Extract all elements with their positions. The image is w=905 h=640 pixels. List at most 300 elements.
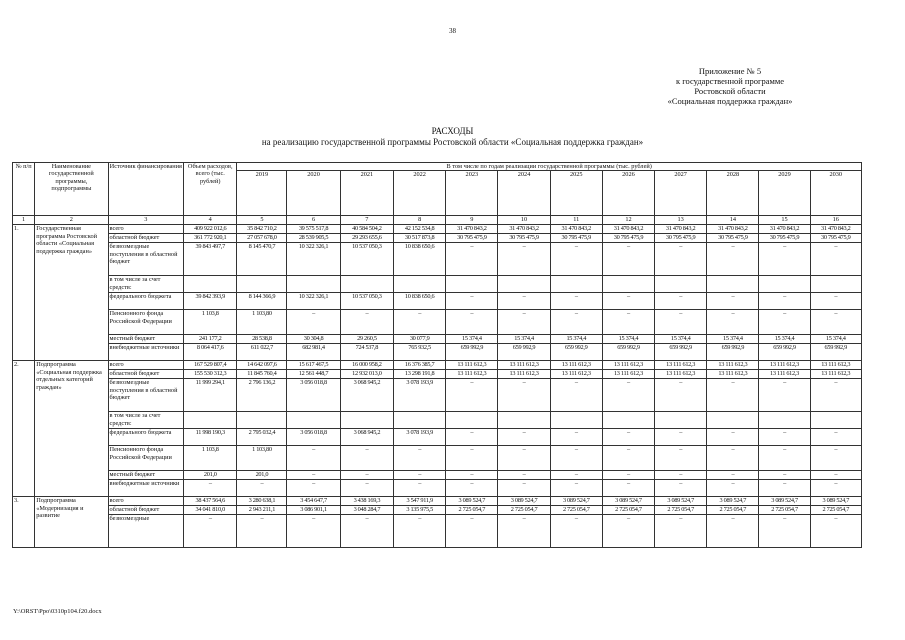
year-value-cell: – — [446, 379, 498, 412]
year-value-cell: 13 111 612,3 — [446, 370, 498, 379]
year-value-cell — [655, 276, 707, 293]
table-row — [13, 225, 862, 234]
year-value-cell: 13 111 612,3 — [655, 370, 707, 379]
year-value-cell: – — [237, 515, 287, 548]
column-number: 12 — [602, 216, 654, 225]
year-value-cell: 3 078 193,9 — [394, 429, 446, 446]
year-value-cell: 30 795 475,9 — [498, 234, 550, 243]
year-value-cell: 2 796 136,2 — [237, 379, 287, 412]
total-cell: 361 772 920,1 — [184, 234, 237, 243]
header-year: 2023 — [446, 171, 498, 216]
year-value-cell: 13 111 612,3 — [810, 361, 861, 370]
year-value-cell: 10 537 050,3 — [340, 243, 393, 276]
header-year: 2022 — [394, 171, 446, 216]
year-value-cell: – — [550, 515, 602, 548]
year-value-cell: 3 454 647,7 — [287, 497, 340, 506]
year-value-cell: – — [446, 293, 498, 310]
year-value-cell — [237, 276, 287, 293]
column-number: 5 — [237, 216, 287, 225]
year-value-cell: – — [498, 310, 550, 335]
total-cell: 1 103,8 — [184, 310, 237, 335]
year-value-cell: 765 932,5 — [394, 344, 446, 361]
year-value-cell: – — [810, 293, 861, 310]
year-value-cell: – — [498, 515, 550, 548]
total-cell: 241 177,2 — [184, 335, 237, 344]
year-value-cell — [287, 412, 340, 429]
year-value-cell: – — [550, 379, 602, 412]
section-number: 1. — [13, 225, 35, 361]
year-value-cell: – — [759, 471, 810, 480]
year-value-cell: 1 103,80 — [237, 446, 287, 471]
year-value-cell: – — [446, 446, 498, 471]
table-row — [13, 335, 862, 344]
funding-source-cell: безвозмездные — [108, 515, 184, 548]
year-value-cell: 10 322 326,1 — [287, 243, 340, 276]
year-value-cell: 13 111 612,3 — [498, 370, 550, 379]
year-value-cell: 3 068 945,2 — [340, 379, 393, 412]
document-title: РАСХОДЫ — [431, 126, 474, 136]
year-value-cell: 3 089 524,7 — [810, 497, 861, 506]
year-value-cell: – — [655, 471, 707, 480]
column-number: 4 — [184, 216, 237, 225]
year-value-cell: 13 111 612,3 — [655, 361, 707, 370]
year-value-cell: 611 022,7 — [237, 344, 287, 361]
header-row — [13, 163, 862, 171]
total-cell: 8 064 417,6 — [184, 344, 237, 361]
funding-source-cell: местный бюджет — [108, 335, 184, 344]
year-value-cell: 31 470 843,2 — [707, 225, 759, 234]
year-value-cell: 13 111 612,3 — [602, 370, 654, 379]
header-total-volume: Объем расходов, всего (тыс. рублей) — [184, 163, 237, 216]
funding-source-cell: в том числе за счет средств: — [108, 276, 184, 293]
funding-source-cell: внебюджетные источники — [108, 344, 184, 361]
year-value-cell: – — [602, 379, 654, 412]
year-value-cell: 3 086 901,1 — [287, 506, 340, 515]
year-value-cell: – — [707, 480, 759, 497]
year-value-cell: 40 584 504,2 — [340, 225, 393, 234]
year-value-cell: 1 103,80 — [237, 310, 287, 335]
year-value-cell: 30 795 475,9 — [810, 234, 861, 243]
year-value-cell: 2 725 054,7 — [550, 506, 602, 515]
year-value-cell — [446, 276, 498, 293]
year-value-cell: – — [550, 293, 602, 310]
funding-source-cell: федерального бюджета — [108, 429, 184, 446]
total-cell: 155 530 312,3 — [184, 370, 237, 379]
column-number: 1 — [13, 216, 35, 225]
year-value-cell: 3 280 638,1 — [237, 497, 287, 506]
header-num: № п/п — [13, 163, 35, 216]
year-value-cell: – — [446, 515, 498, 548]
year-value-cell — [602, 412, 654, 429]
year-value-cell — [759, 412, 810, 429]
total-cell: – — [184, 515, 237, 548]
year-value-cell: 10 838 650,6 — [394, 293, 446, 310]
year-value-cell: 13 111 612,3 — [759, 370, 810, 379]
year-value-cell: 31 470 843,2 — [446, 225, 498, 234]
year-value-cell: 2 725 054,7 — [498, 506, 550, 515]
year-value-cell: – — [759, 310, 810, 335]
year-value-cell: 659 992,9 — [707, 344, 759, 361]
table-row — [13, 429, 862, 446]
year-value-cell: 30 304,8 — [287, 335, 340, 344]
year-value-cell: – — [394, 446, 446, 471]
year-value-cell: 659 992,9 — [759, 344, 810, 361]
column-number: 6 — [287, 216, 340, 225]
year-value-cell: – — [707, 293, 759, 310]
year-value-cell: 13 298 191,8 — [394, 370, 446, 379]
year-value-cell: 13 111 612,3 — [759, 361, 810, 370]
total-cell: – — [184, 480, 237, 497]
year-value-cell: 13 111 612,3 — [446, 361, 498, 370]
year-value-cell: – — [759, 293, 810, 310]
year-value-cell: – — [287, 480, 340, 497]
table-row — [13, 515, 862, 548]
header-year: 2029 — [759, 171, 810, 216]
year-value-cell: 15 374,4 — [655, 335, 707, 344]
year-value-cell: – — [550, 446, 602, 471]
header-program-name: Наименование государственной программы, подпрограммы — [35, 163, 108, 216]
year-value-cell: – — [602, 310, 654, 335]
year-value-cell: – — [655, 446, 707, 471]
column-number: 11 — [550, 216, 602, 225]
year-value-cell: 3 089 524,7 — [759, 497, 810, 506]
year-value-cell: 201,0 — [237, 471, 287, 480]
header-year: 2019 — [237, 171, 287, 216]
table-row — [13, 497, 862, 506]
year-value-cell: – — [550, 310, 602, 335]
year-value-cell: 11 845 760,4 — [237, 370, 287, 379]
year-value-cell: – — [810, 446, 861, 471]
year-value-cell: 3 135 975,5 — [394, 506, 446, 515]
year-value-cell: 31 470 843,2 — [655, 225, 707, 234]
year-value-cell — [237, 412, 287, 429]
year-value-cell — [707, 276, 759, 293]
year-value-cell: – — [237, 480, 287, 497]
total-cell: 409 922 012,6 — [184, 225, 237, 234]
column-number: 2 — [35, 216, 108, 225]
table-row — [13, 344, 862, 361]
document-title-block — [0, 126, 905, 148]
appendix-line: «Социальная поддержка граждан» — [667, 96, 793, 106]
year-value-cell: – — [602, 293, 654, 310]
year-value-cell — [340, 276, 393, 293]
year-value-cell: 35 842 710,2 — [237, 225, 287, 234]
header-years-group: В том числе по годам реализации государственной программы (тыс. рублей) — [237, 163, 862, 171]
table-row — [13, 370, 862, 379]
section-number: 3. — [13, 497, 35, 548]
year-value-cell: – — [759, 480, 810, 497]
year-value-cell: – — [810, 429, 861, 446]
year-value-cell: – — [340, 310, 393, 335]
total-cell: 39 842 393,9 — [184, 293, 237, 310]
section-name: Подпрограмма «Модернизация и развитие — [35, 497, 108, 548]
year-value-cell: 30 795 475,9 — [446, 234, 498, 243]
total-cell — [184, 412, 237, 429]
header-numbering-row — [13, 216, 862, 225]
file-path-footer: Y:\ORST\Ppo\0310p104.f20.docx — [13, 608, 102, 615]
year-value-cell: – — [498, 379, 550, 412]
table-row — [13, 310, 862, 335]
year-value-cell: 30 795 475,9 — [550, 234, 602, 243]
funding-source-cell: внебюджетные источники — [108, 480, 184, 497]
funding-source-cell: всего — [108, 361, 184, 370]
year-value-cell: 3 078 193,9 — [394, 379, 446, 412]
table-row — [13, 446, 862, 471]
funding-source-cell: областной бюджет — [108, 370, 184, 379]
year-value-cell: – — [602, 429, 654, 446]
column-number: 7 — [340, 216, 393, 225]
year-value-cell: – — [707, 471, 759, 480]
year-value-cell: 13 111 612,3 — [602, 361, 654, 370]
year-value-cell: 3 089 524,7 — [707, 497, 759, 506]
year-value-cell: 724 537,8 — [340, 344, 393, 361]
year-value-cell: 30 795 475,9 — [707, 234, 759, 243]
table-row — [13, 412, 862, 429]
total-cell: 34 041 810,0 — [184, 506, 237, 515]
year-value-cell: – — [498, 293, 550, 310]
table-body — [13, 225, 862, 548]
year-value-cell: 12 561 448,7 — [287, 370, 340, 379]
year-value-cell: – — [655, 429, 707, 446]
funding-source-cell: федерального бюджета — [108, 293, 184, 310]
header-year: 2024 — [498, 171, 550, 216]
year-value-cell: 3 089 524,7 — [498, 497, 550, 506]
year-value-cell: 2 725 054,7 — [446, 506, 498, 515]
year-value-cell: 2 943 211,1 — [237, 506, 287, 515]
year-value-cell: – — [655, 515, 707, 548]
year-value-cell: – — [287, 515, 340, 548]
year-value-cell: – — [602, 515, 654, 548]
year-value-cell: 31 470 843,2 — [498, 225, 550, 234]
year-value-cell: 29 293 655,6 — [340, 234, 393, 243]
total-cell — [184, 276, 237, 293]
year-value-cell — [340, 412, 393, 429]
year-value-cell: – — [394, 515, 446, 548]
year-value-cell: – — [810, 243, 861, 276]
year-value-cell: – — [498, 480, 550, 497]
year-value-cell: 30 795 475,9 — [602, 234, 654, 243]
year-value-cell — [602, 276, 654, 293]
year-value-cell: 13 111 612,3 — [498, 361, 550, 370]
year-value-cell: – — [446, 429, 498, 446]
year-value-cell: 659 992,9 — [810, 344, 861, 361]
appendix-line: Ростовской области — [694, 86, 766, 96]
year-value-cell: 8 145 470,7 — [237, 243, 287, 276]
year-value-cell: 31 470 843,2 — [810, 225, 861, 234]
year-value-cell: – — [340, 515, 393, 548]
total-cell: 167 529 807,4 — [184, 361, 237, 370]
year-value-cell: 3 089 524,7 — [655, 497, 707, 506]
header-year: 2025 — [550, 171, 602, 216]
year-value-cell: 30 795 475,9 — [759, 234, 810, 243]
funding-source-cell: областной бюджет — [108, 506, 184, 515]
funding-source-cell: Пенсионного фонда Российской Федерации — [108, 446, 184, 471]
year-value-cell: – — [810, 471, 861, 480]
year-value-cell: – — [498, 429, 550, 446]
year-value-cell — [759, 276, 810, 293]
year-value-cell: 659 992,9 — [602, 344, 654, 361]
year-value-cell: 10 322 326,1 — [287, 293, 340, 310]
column-number: 8 — [394, 216, 446, 225]
year-value-cell: – — [498, 446, 550, 471]
year-value-cell: 28 538,8 — [237, 335, 287, 344]
year-value-cell: – — [602, 471, 654, 480]
year-value-cell: 659 992,9 — [655, 344, 707, 361]
year-value-cell: 15 374,4 — [498, 335, 550, 344]
funding-source-cell: всего — [108, 225, 184, 234]
year-value-cell: 10 537 050,3 — [340, 293, 393, 310]
header-year: 2026 — [602, 171, 654, 216]
year-value-cell: 30 795 475,9 — [655, 234, 707, 243]
year-value-cell: 16 000 958,2 — [340, 361, 393, 370]
year-value-cell: – — [810, 480, 861, 497]
header-year: 2027 — [655, 171, 707, 216]
column-number: 16 — [810, 216, 861, 225]
year-value-cell: – — [550, 243, 602, 276]
column-number: 13 — [655, 216, 707, 225]
year-value-cell — [394, 412, 446, 429]
total-cell: 39 843 497,7 — [184, 243, 237, 276]
year-value-cell: 16 376 385,7 — [394, 361, 446, 370]
year-value-cell: 15 374,4 — [707, 335, 759, 344]
year-value-cell: – — [550, 429, 602, 446]
year-value-cell: 15 617 467,5 — [287, 361, 340, 370]
column-number: 9 — [446, 216, 498, 225]
year-value-cell: – — [759, 243, 810, 276]
year-value-cell — [287, 276, 340, 293]
year-value-cell: 14 642 097,6 — [237, 361, 287, 370]
total-cell: 201,0 — [184, 471, 237, 480]
year-value-cell: 3 547 911,9 — [394, 497, 446, 506]
funding-source-cell: местный бюджет — [108, 471, 184, 480]
year-value-cell: 15 374,4 — [602, 335, 654, 344]
table-row — [13, 234, 862, 243]
table-row — [13, 480, 862, 497]
year-value-cell: 10 838 650,6 — [394, 243, 446, 276]
year-value-cell: – — [340, 480, 393, 497]
year-value-cell: 2 725 054,7 — [810, 506, 861, 515]
year-value-cell: 659 992,9 — [498, 344, 550, 361]
year-value-cell: 15 374,4 — [810, 335, 861, 344]
year-value-cell: 12 932 013,0 — [340, 370, 393, 379]
total-cell: 38 437 564,6 — [184, 497, 237, 506]
year-value-cell: 3 048 284,7 — [340, 506, 393, 515]
year-value-cell: 659 992,9 — [446, 344, 498, 361]
year-value-cell: 15 374,4 — [446, 335, 498, 344]
column-number: 10 — [498, 216, 550, 225]
funding-source-cell: областной бюджет — [108, 234, 184, 243]
year-value-cell: 28 539 905,5 — [287, 234, 340, 243]
year-value-cell: – — [759, 446, 810, 471]
year-value-cell — [707, 412, 759, 429]
year-value-cell: – — [602, 446, 654, 471]
year-value-cell: 13 111 612,3 — [550, 370, 602, 379]
year-value-cell: – — [394, 310, 446, 335]
year-value-cell: 2 795 032,4 — [237, 429, 287, 446]
year-value-cell: – — [340, 446, 393, 471]
header-year: 2028 — [707, 171, 759, 216]
header-year: 2020 — [287, 171, 340, 216]
year-value-cell: 2 725 054,7 — [707, 506, 759, 515]
year-value-cell: 2 725 054,7 — [602, 506, 654, 515]
year-value-cell: 8 144 366,9 — [237, 293, 287, 310]
total-cell: 11 998 190,3 — [184, 429, 237, 446]
total-cell: 1 103,8 — [184, 446, 237, 471]
year-value-cell: 659 992,9 — [550, 344, 602, 361]
year-value-cell: – — [340, 471, 393, 480]
year-value-cell: 3 056 018,8 — [287, 379, 340, 412]
year-value-cell — [810, 276, 861, 293]
column-number: 14 — [707, 216, 759, 225]
year-value-cell: – — [810, 310, 861, 335]
year-value-cell — [498, 412, 550, 429]
year-value-cell: – — [707, 243, 759, 276]
document-subtitle: на реализацию государственной программы Ростовской области «Социальная поддержка граждан» — [261, 137, 644, 147]
year-value-cell — [498, 276, 550, 293]
year-value-cell: 3 056 018,8 — [287, 429, 340, 446]
year-value-cell: – — [287, 446, 340, 471]
year-value-cell: – — [759, 379, 810, 412]
table-row — [13, 361, 862, 370]
year-value-cell: 3 068 945,2 — [340, 429, 393, 446]
header-year: 2030 — [810, 171, 861, 216]
column-number: 15 — [759, 216, 810, 225]
year-value-cell: – — [446, 243, 498, 276]
year-value-cell: 3 089 524,7 — [602, 497, 654, 506]
year-value-cell: – — [707, 310, 759, 335]
year-value-cell: – — [446, 471, 498, 480]
year-value-cell: 31 470 843,2 — [602, 225, 654, 234]
appendix-line: Приложение № 5 — [698, 66, 762, 76]
year-value-cell — [810, 412, 861, 429]
year-value-cell: – — [287, 310, 340, 335]
year-value-cell: – — [655, 293, 707, 310]
year-value-cell: 27 057 678,0 — [237, 234, 287, 243]
year-value-cell: 39 575 517,8 — [287, 225, 340, 234]
table-row — [13, 243, 862, 276]
funding-source-cell: всего — [108, 497, 184, 506]
year-value-cell — [394, 276, 446, 293]
year-value-cell — [550, 276, 602, 293]
funding-source-cell: Пенсионного фонда Российской Федерации — [108, 310, 184, 335]
appendix-header — [600, 66, 860, 106]
year-value-cell: 13 111 612,3 — [707, 370, 759, 379]
year-value-cell: 29 260,5 — [340, 335, 393, 344]
year-value-cell: 15 374,4 — [550, 335, 602, 344]
funding-source-cell: безвозмездные поступления в областной бюджет — [108, 243, 184, 276]
column-number: 3 — [108, 216, 184, 225]
page-number: 38 — [449, 27, 456, 35]
header-year: 2021 — [340, 171, 393, 216]
funding-source-cell: в том числе за счет средств: — [108, 412, 184, 429]
appendix-line: к государственной программе — [675, 76, 785, 86]
year-value-cell: – — [759, 429, 810, 446]
year-value-cell: – — [394, 480, 446, 497]
section-number: 2. — [13, 361, 35, 497]
year-value-cell: – — [707, 429, 759, 446]
funding-source-cell: безвозмездные поступления в областной бюджет — [108, 379, 184, 412]
year-value-cell: 13 111 612,3 — [707, 361, 759, 370]
table-row — [13, 293, 862, 310]
table-row — [13, 276, 862, 293]
year-value-cell: 42 152 534,8 — [394, 225, 446, 234]
year-value-cell — [655, 412, 707, 429]
year-value-cell: 30 077,9 — [394, 335, 446, 344]
year-value-cell: – — [550, 471, 602, 480]
year-value-cell: – — [810, 379, 861, 412]
year-value-cell: 31 470 843,2 — [550, 225, 602, 234]
year-value-cell: 31 470 843,2 — [759, 225, 810, 234]
